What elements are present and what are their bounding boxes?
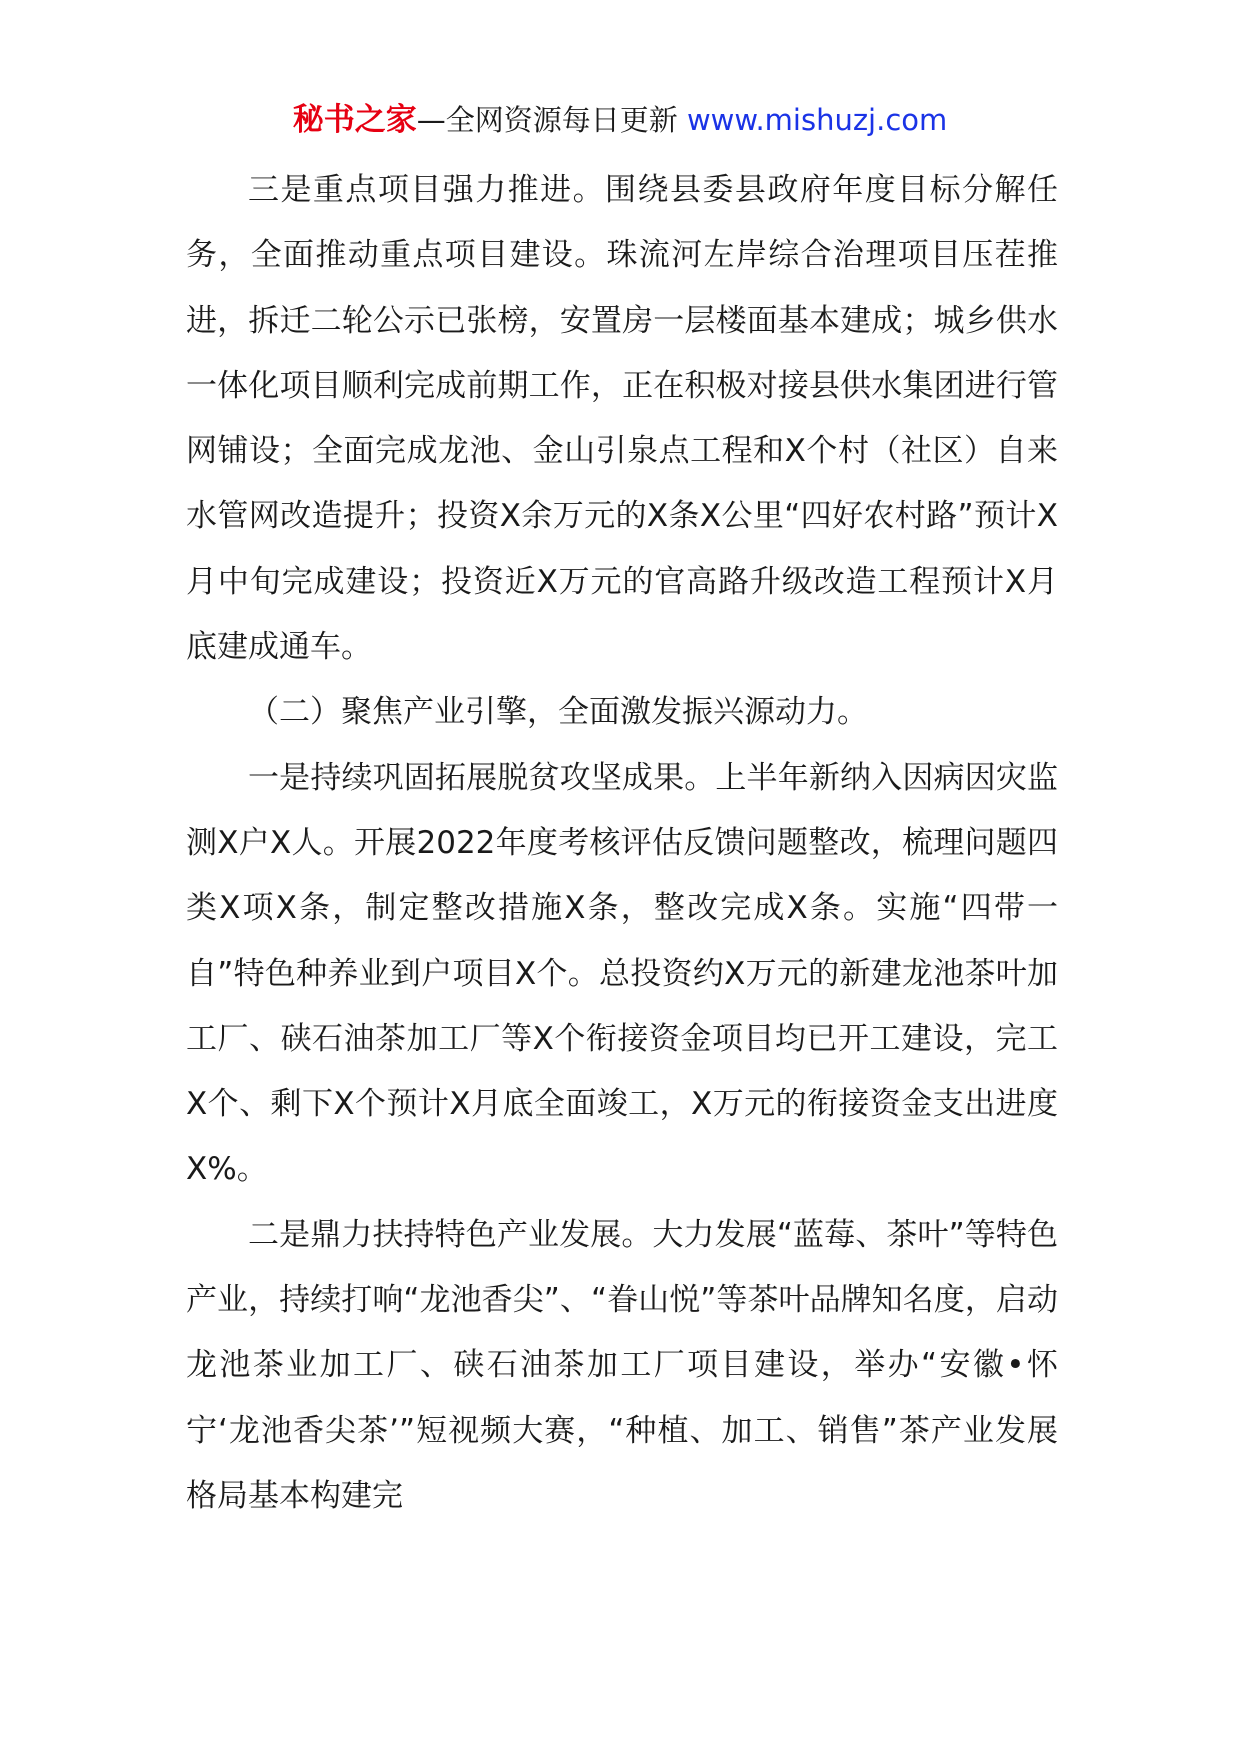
paragraph-key-projects: 三是重点项目强力推进。围绕县委县政府年度目标分解任务，全面推动重点项目建设。珠流河左岸综合治理项目压茬推进，拆迁二轮公示已张榜，安置房一层楼面基本建成；城乡供水一体化项目顺利完成前期工作，正在积极对接县供水集团进行管网铺设；全面完成龙池、金山引泉点工程和X个村（社区）自来水管网改造提升；投资X余万元的X条X公里“四好农村路”预计X月中旬完成建设；投资近X万元的官高路升级改造工程预计X月底建成通车。 (186, 172, 1058, 666)
brand-name: 秘书之家 (292, 102, 417, 138)
paragraph-poverty-results: 一是持续巩固拓展脱贫攻坚成果。上半年新纳入因病因灾监测X户X人。开展2022年度考核评估反馈问题整改，梳理问题四类X项X条，制定整改措施X条，整改完成X条。实施“四带一自”特色种养业到户项目X个。总投资约X万元的新建龙池茶叶加工厂、硖石油茶加工厂等X个衔接资金项目均已开工建设，完工X个、剩下X个预计X月底全面竣工，X万元的衔接资金支出进度X%。 (186, 759, 1058, 1188)
header-slogan: —全网资源每日更新 (416, 103, 678, 137)
website-link[interactable]: www.mishuzj.com (686, 103, 948, 137)
section-heading-industry: （二）聚焦产业引擎，全面激发振兴源动力。 (248, 694, 868, 731)
page-header (0, 98, 1240, 142)
document-body (186, 158, 1058, 1529)
paragraph-featured-industry: 二是鼎力扶持特色产业发展。大力发展“蓝莓、茶叶”等特色产业，持续打响“龙池香尖”、“眷山悦”等茶叶品牌知名度，启动龙池茶业加工厂、硖石油茶加工厂项目建设，举办“安徽•怀宁‘龙池香尖茶’”短视频大赛，“种植、加工、销售”茶产业发展格局基本构建完 (186, 1216, 1058, 1514)
